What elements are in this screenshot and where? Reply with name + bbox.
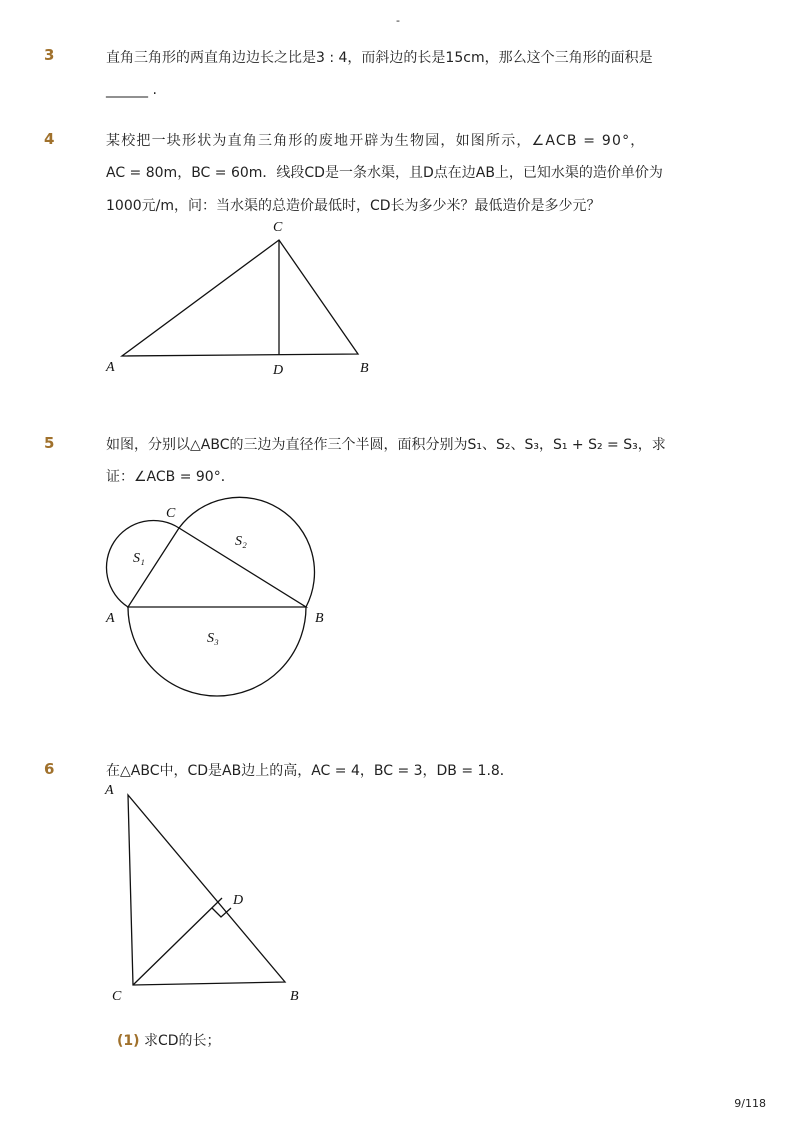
label-d: D bbox=[273, 363, 284, 378]
label-s2: S₂ bbox=[235, 534, 247, 549]
figure-q5 bbox=[106, 497, 314, 696]
answer-blank: ______ . bbox=[106, 82, 157, 98]
header-mark: - bbox=[396, 14, 400, 27]
label-b: B bbox=[290, 989, 299, 1004]
question-text: 直角三角形的两直角边边长之比是3 : 4，而斜边的长是15cm，那么这个三角形的面积是 bbox=[106, 50, 653, 66]
triangle-abc bbox=[122, 240, 358, 356]
question-text: 1000元/m，问：当水渠的总造价最低时，CD长为多少米？最低造价是多少元？ bbox=[106, 198, 601, 214]
page-number: 9/118 bbox=[734, 1097, 766, 1110]
question-text: 证：∠ACB = 90°． bbox=[106, 469, 235, 485]
question-text: 在△ABC中，CD是AB边上的高，AC = 4，BC = 3，DB = 1.8． bbox=[106, 763, 514, 779]
label-c: C bbox=[273, 220, 283, 235]
label-a: A bbox=[106, 611, 115, 626]
question-text: AC = 80m，BC = 60m．线段CD是一条水渠，且D点在边AB上，已知水渠的造价单价为 bbox=[106, 165, 663, 181]
label-c: C bbox=[166, 506, 176, 521]
label-b: B bbox=[360, 361, 369, 376]
question-number: 4 bbox=[44, 130, 55, 148]
sub-question-text: 求CD的长； bbox=[144, 1033, 221, 1049]
label-c: C bbox=[112, 989, 122, 1004]
sub-question-label: (1) bbox=[117, 1033, 140, 1049]
label-s3: S₃ bbox=[207, 631, 219, 646]
triangle-abc bbox=[128, 795, 285, 985]
question-number: 6 bbox=[44, 760, 55, 778]
label-b: B bbox=[315, 611, 324, 626]
semicircle-s2 bbox=[179, 497, 314, 607]
figure-q4 bbox=[122, 240, 358, 356]
label-a: A bbox=[106, 360, 115, 375]
semicircle-s3 bbox=[128, 607, 306, 696]
question-number: 5 bbox=[44, 434, 55, 452]
right-angle-mark bbox=[212, 908, 231, 917]
label-a: A bbox=[105, 783, 114, 798]
label-s1: S₁ bbox=[133, 551, 145, 566]
question-text: 如图，分别以△ABC的三边为直径作三个半圆，面积分别为S₁、S₂、S₃，S₁ + S₂ = S₃，求 bbox=[106, 437, 666, 453]
question-number: 3 bbox=[44, 46, 55, 64]
segment-cd bbox=[133, 898, 222, 985]
figure-q6 bbox=[128, 795, 285, 985]
triangle-abc bbox=[128, 528, 306, 607]
question-text: 某校把一块形状为直角三角形的废地开辟为生物园，如图所示，∠ACB = 90°， bbox=[106, 133, 646, 149]
label-d: D bbox=[233, 893, 244, 908]
